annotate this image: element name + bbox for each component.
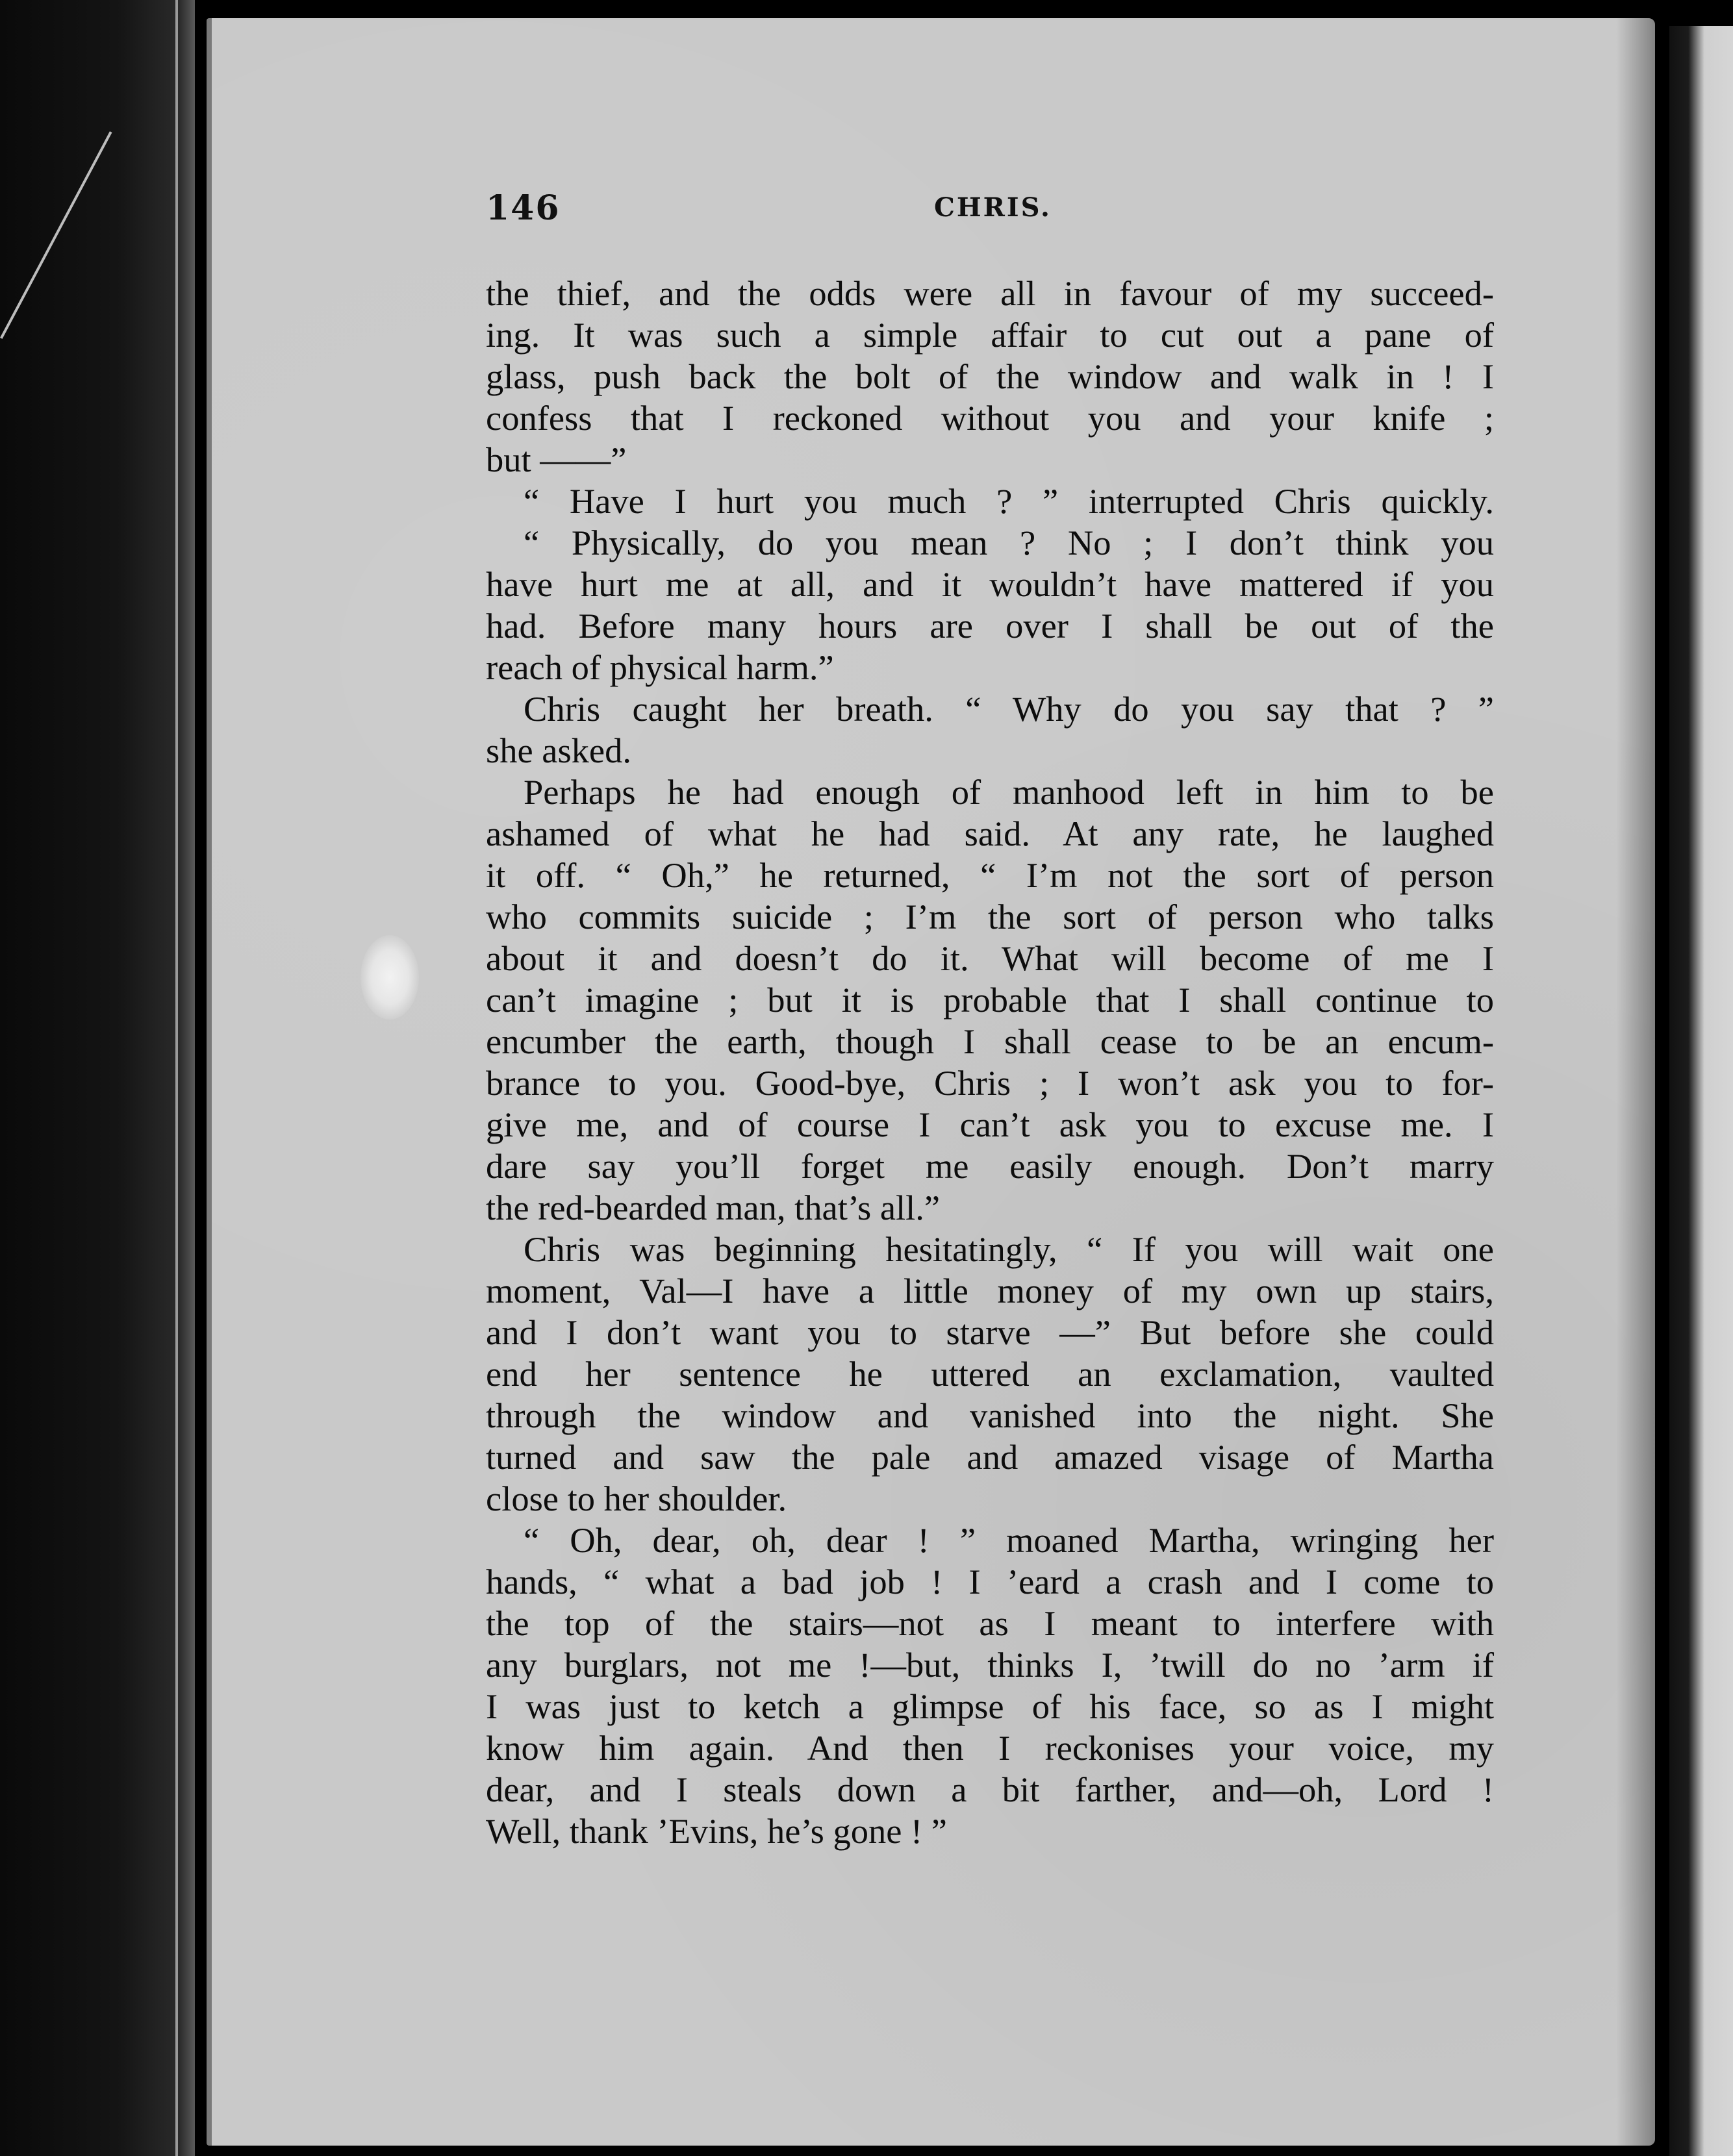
text-line: can’t imagine ; but it is probable that I shall continue to xyxy=(486,980,1494,1020)
text-line: confess that I reckoned without you and your knife ; xyxy=(486,398,1494,438)
text-line: hands, “ what a bad job ! I ’eard a crash and I come to xyxy=(486,1562,1494,1601)
text-line: “ Oh, dear, oh, dear ! ” moaned Martha, wringing her xyxy=(524,1520,1494,1560)
text-line: Chris caught her breath. “ Why do you say that ? ” xyxy=(524,689,1494,729)
page-number: 146 xyxy=(486,188,561,228)
text-line: give me, and of course I can’t ask you to excuse me. I xyxy=(486,1105,1494,1144)
text-line: brance to you. Good-bye, Chris ; I won’t ask you to for- xyxy=(486,1063,1494,1103)
text-line: and I don’t want you to starve —” But before she could xyxy=(486,1312,1494,1352)
text-line: “ Have I hurt you much ? ” interrupted Chris quickly. xyxy=(524,481,1494,521)
book-binding xyxy=(0,0,195,2156)
text-line: the red-bearded man, that’s all.” xyxy=(486,1188,941,1227)
text-line: know him again. And then I reckonises your voice, my xyxy=(486,1728,1494,1768)
adjacent-page-edge xyxy=(1669,26,1733,2156)
page-header xyxy=(486,188,1493,240)
text-line: have hurt me at all, and it wouldn’t have mattered if you xyxy=(486,564,1494,604)
text-line: it off. “ Oh,” he returned, “ I’m not the sort of person xyxy=(486,855,1494,895)
text-line: who commits suicide ; I’m the sort of person who talks xyxy=(486,897,1494,936)
text-line: encumber the earth, though I shall cease to be an encum- xyxy=(486,1022,1494,1061)
text-line: end her sentence he uttered an exclamation, vaulted xyxy=(486,1354,1494,1394)
text-line: Perhaps he had enough of manhood left in him to be xyxy=(524,772,1494,812)
text-line: reach of physical harm.” xyxy=(486,647,834,687)
text-line: glass, push back the bolt of the window and walk in ! I xyxy=(486,357,1494,396)
text-line: I was just to ketch a glimpse of his face, so as I might xyxy=(486,1686,1494,1726)
paper-stain xyxy=(361,935,419,1020)
text-line: turned and saw the pale and amazed visage of Martha xyxy=(486,1437,1494,1477)
text-line: moment, Val—I have a little money of my own up stairs, xyxy=(486,1271,1494,1310)
text-line: any burglars, not me !—but, thinks I, ’twill do no ’arm if xyxy=(486,1645,1494,1685)
text-line: Well, thank ’Evins, he’s gone ! ” xyxy=(486,1811,947,1851)
text-line: the top of the stairs—not as I meant to interfere with xyxy=(486,1603,1494,1643)
running-head: CHRIS. xyxy=(934,192,1052,223)
text-line: Chris was beginning hesitatingly, “ If you will wait one xyxy=(524,1229,1494,1269)
text-line: ashamed of what he had said. At any rate, he laughed xyxy=(486,814,1494,853)
body-text xyxy=(486,273,1494,1852)
text-line: but ——” xyxy=(486,440,627,479)
text-line: dear, and I steals down a bit farther, and—oh, Lord ! xyxy=(486,1770,1494,1809)
text-line: “ Physically, do you mean ? No ; I don’t think you xyxy=(524,523,1494,562)
text-line: the thief, and the odds were all in favour of my succeed- xyxy=(486,273,1494,313)
text-line: ing. It was such a simple affair to cut out a pane of xyxy=(486,315,1494,355)
text-line: through the window and vanished into the night. She xyxy=(486,1396,1494,1435)
page-edge-shadow xyxy=(1616,18,1655,2146)
binding-crease-line xyxy=(175,0,178,2156)
text-line: she asked. xyxy=(486,731,631,770)
text-line: dare say you’ll forget me easily enough. Don’t marry xyxy=(486,1146,1494,1186)
text-line: about it and doesn’t do it. What will become of me I xyxy=(486,938,1494,978)
text-line: close to her shoulder. xyxy=(486,1479,787,1518)
text-line: had. Before many hours are over I shall be out of the xyxy=(486,606,1494,646)
